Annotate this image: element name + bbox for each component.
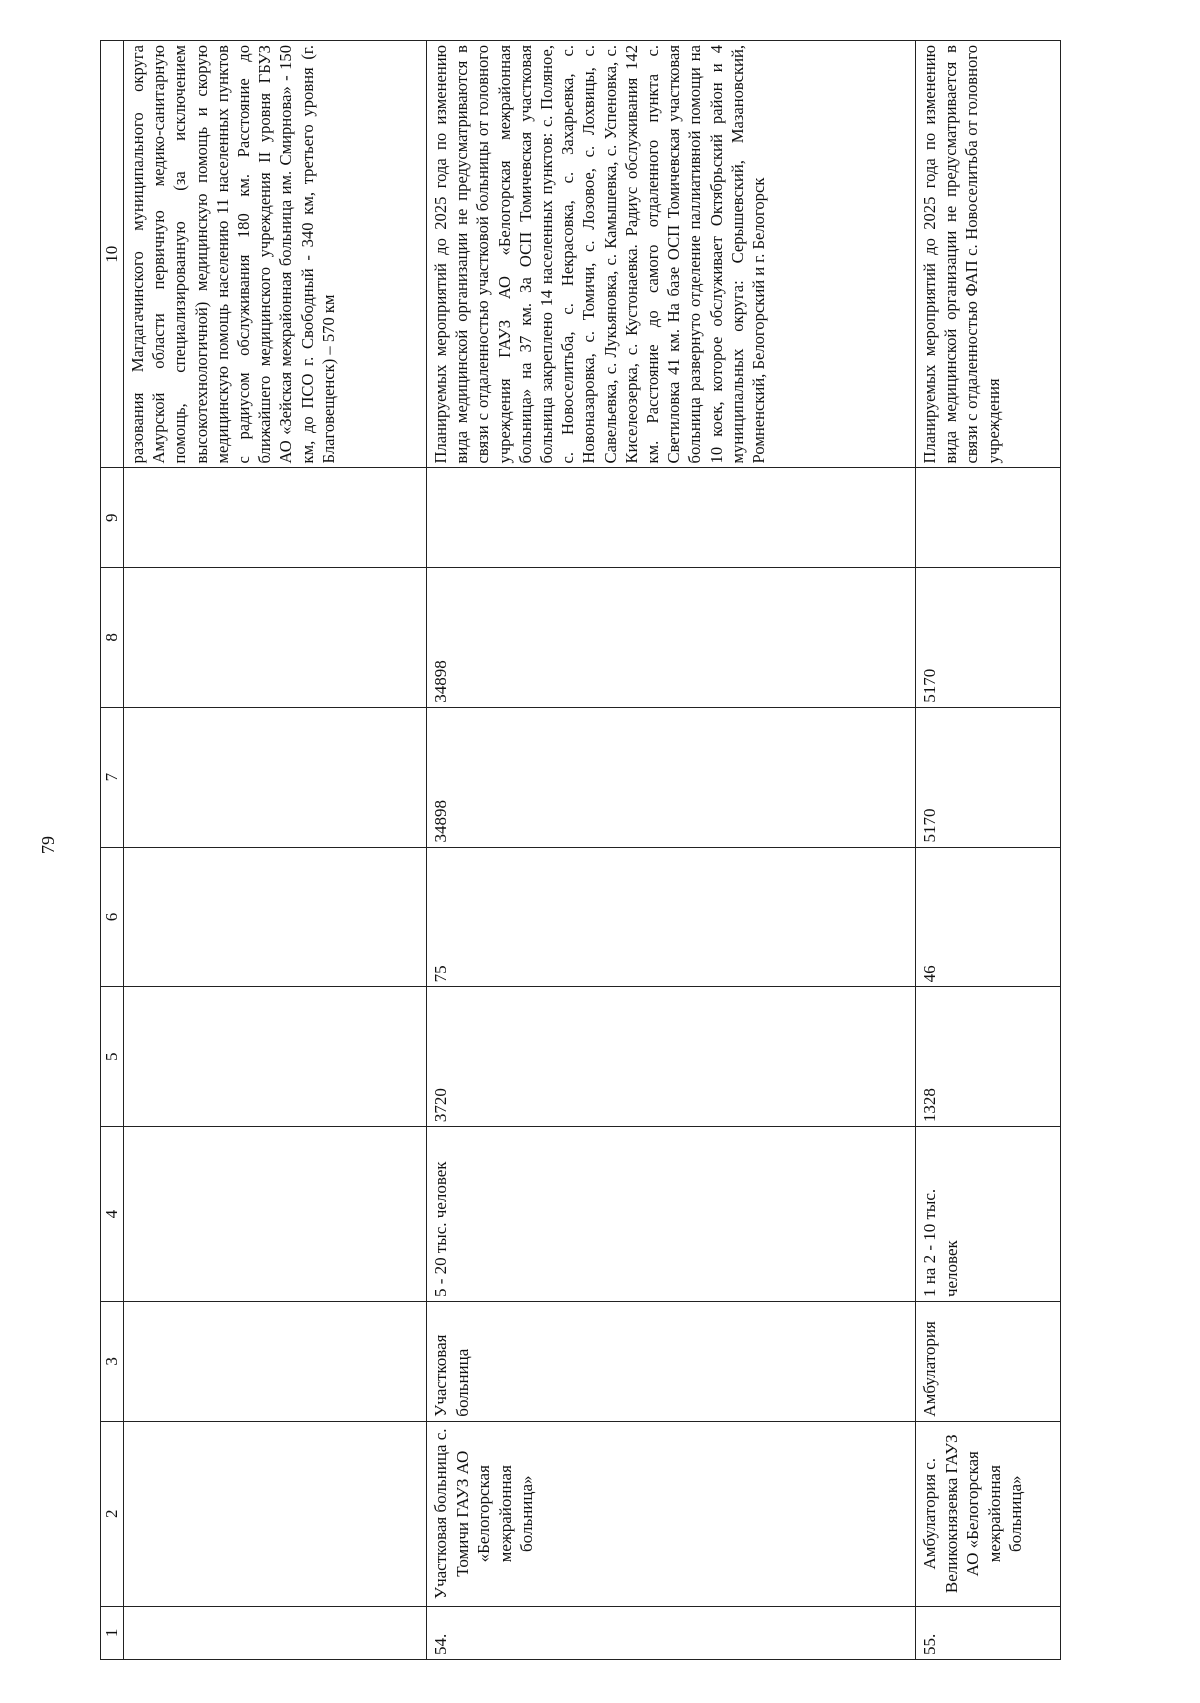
col-5-value [124,987,427,1127]
col-9-value [124,468,427,568]
col-1-header: 1 [101,1606,124,1659]
row-number [124,1606,427,1659]
col-5-header: 5 [101,987,124,1127]
table-row [427,41,916,1660]
col-6-value: 75 [427,847,916,987]
col-2-header: 2 [101,1421,124,1606]
col-6-header: 6 [101,847,124,987]
col-9-value [916,468,1061,568]
col-8-header: 8 [101,568,124,708]
facility-type [124,1302,427,1422]
table-row [916,41,1061,1660]
row-number: 55. [916,1606,1061,1659]
rotated-table-page [38,40,1130,1660]
col-7-value: 5170 [916,707,1061,847]
col-6-value [124,847,427,987]
col-9-value [427,468,916,568]
facility-name: Участковая больница с. Томичи ГАУЗ АО «Белогорская межрайонная больница» [427,1421,916,1606]
description: Планируемых мероприятий до 2025 года по изменению вида медицинской организации не предусматриваются в связи с отдаленностью участковой больницы от головного учреждения ГАУЗ АО «Белогорская межрайонная больница» на 37 км. За ОСП Томичевская участковая больница закреплено 14 населенных пунктов: с. Поляное, с. Новоселитьба, с. Некрасовка, с. Захарьевка, с. Новоназаровка, с. Томичи, с. Лозовое, с. Лохвицы, с. Савельевка, с. Лукьяновка, с. Камышевка, с. Успеновка, с. Киселеозерка, с. Кустонаевка. Радиус обслуживания 142 км. Расстояние до самого отдаленного пункта с. Светиловка 41 км. На базе ОСП Томичевская участковая больница развернуто отделение паллиативной помощи на 10 коек, которое обслуживает Октябрьский район и 4 муниципальных округа: Серышевский, Мазановский, Ромненский, Белогорский и г. Белогорск [427,41,916,468]
population-norm: 5 - 20 тыс. человек [427,1127,916,1302]
description: Планируемых мероприятий до 2025 года по изменению вида медицинской организации не предусматривается в связи с отдаленностью ФАП с. Новоселитьба от головного учреждения [916,41,1061,468]
facility-name: Амбулатория с. Великокнязевка ГАУЗ АО «Белогорская межрайонная больница» [916,1421,1061,1606]
description: разования Магдагачинского муниципального округа Амурской области первичную медико-санитарную помощь, специализированную (за исключением высокотехнологичной) медицинскую помощь и скорую медицинскую помощь населению 11 населенных пунктов с радиусом обслуживания 180 км. Расстояние до ближайшего медицинского учреждения II уровня ГБУЗ АО «Зейская межрайонная больница им. Смирнова» - 150 км, до ПСО г. Свободный - 340 км, третьего уровня (г. Благовещенск) – 570 км [124,41,427,468]
col-4-header: 4 [101,1127,124,1302]
row-number: 54. [427,1606,916,1659]
column-number-row [101,41,124,1660]
col-10-header: 10 [101,41,124,468]
page-number: 79 [38,836,58,854]
population-norm: 1 на 2 - 10 тыс. человек [916,1127,1061,1302]
facility-name [124,1421,427,1606]
col-7-header: 7 [101,707,124,847]
facilities-table [100,40,1061,1660]
col-5-value: 3720 [427,987,916,1127]
col-5-value: 1328 [916,987,1061,1127]
col-8-value: 34898 [427,568,916,708]
col-3-header: 3 [101,1302,124,1422]
facility-type: Амбулатория [916,1302,1061,1422]
population-norm [124,1127,427,1302]
col-8-value [124,568,427,708]
col-8-value: 5170 [916,568,1061,708]
col-7-value [124,707,427,847]
col-9-header: 9 [101,468,124,568]
col-6-value: 46 [916,847,1061,987]
facility-type: Участковая больница [427,1302,916,1422]
col-7-value: 34898 [427,707,916,847]
table-row-continued [124,41,427,1660]
